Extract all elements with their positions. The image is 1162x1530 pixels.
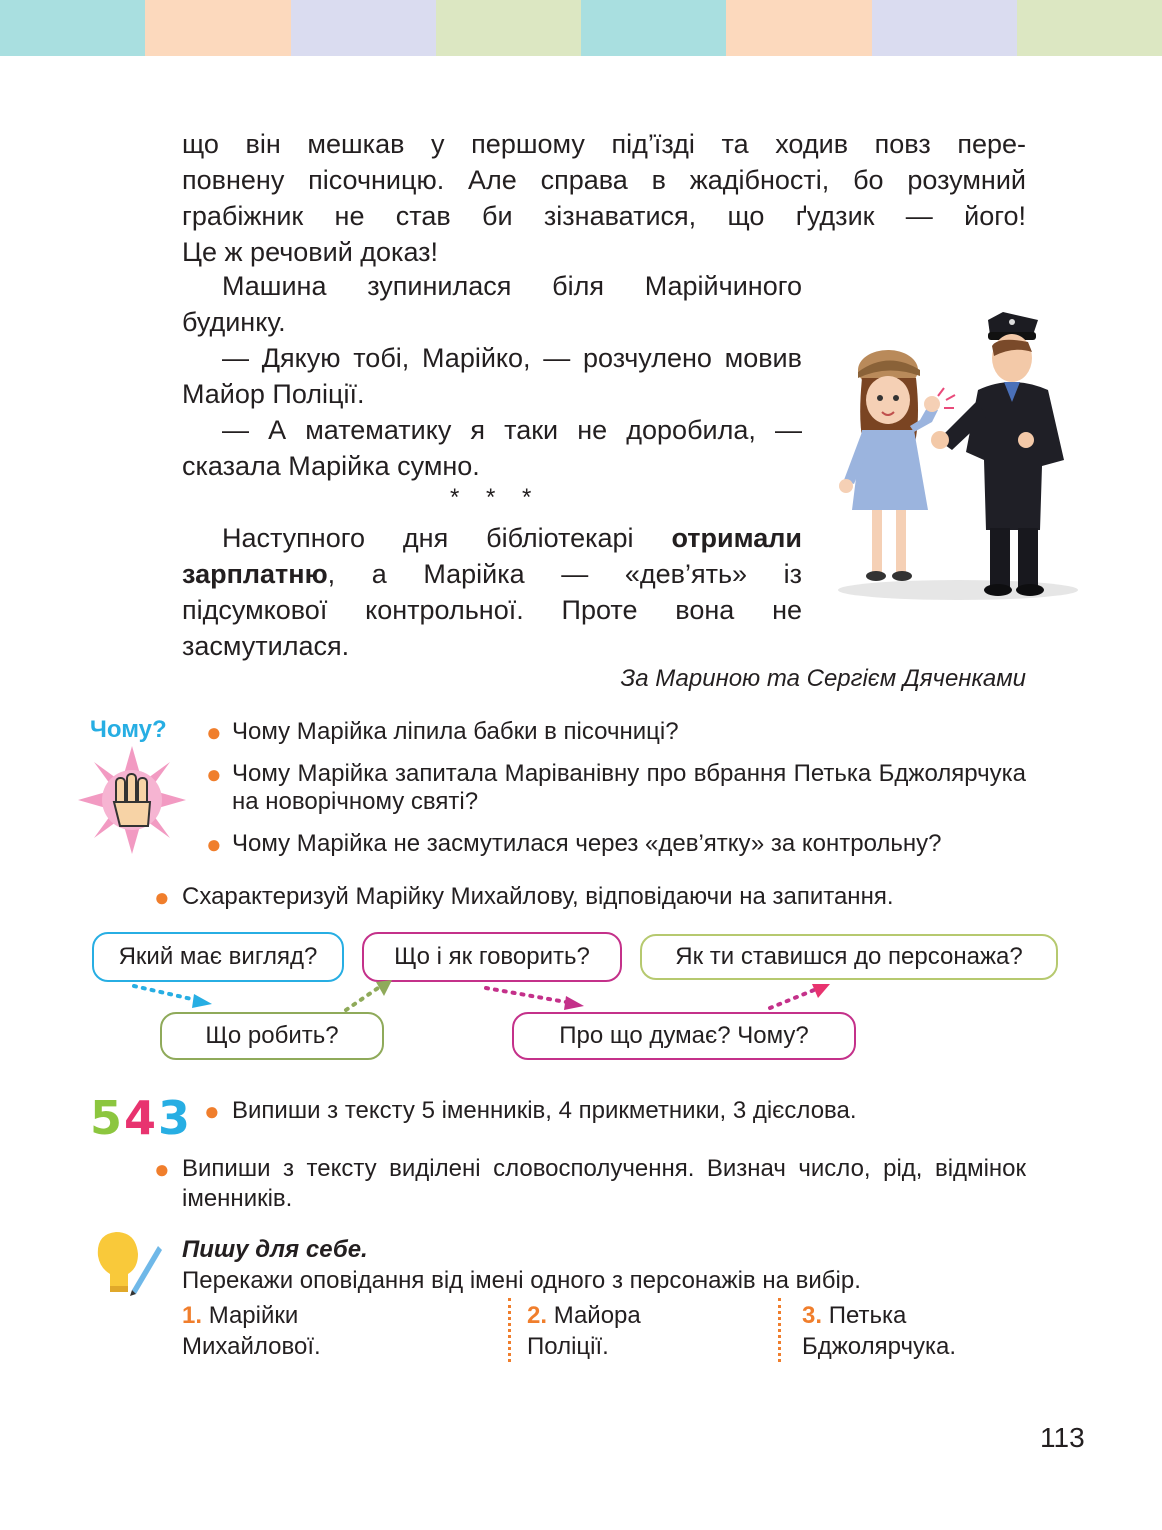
- task-543: [204, 1096, 1022, 1126]
- option-text: Михайлової.: [182, 1333, 321, 1360]
- option-text: Марійки: [208, 1302, 299, 1329]
- page-number: 113: [1040, 1422, 1085, 1453]
- header-color-strip: [0, 0, 1162, 56]
- bubble-actions: Що робить?: [160, 1012, 384, 1060]
- story-paragraph-3: — Дякую тобі, Марійко, — розчулено мовив Майор Поліції.: [182, 343, 802, 409]
- bubble-thoughts: Про що думає? Чому?: [512, 1012, 856, 1060]
- option-2: [527, 1300, 641, 1362]
- question-item: [206, 759, 1026, 816]
- svg-text:3: 3: [158, 1091, 191, 1140]
- bubble-speech: Що і як говорить?: [362, 932, 622, 982]
- arrowhead: [812, 984, 830, 998]
- arrowhead: [192, 994, 212, 1008]
- option-number: 2.: [527, 1302, 548, 1329]
- strip-segment: [145, 0, 290, 56]
- svg-text:4: 4: [124, 1091, 157, 1140]
- story-line: грабіжник не став би зізнаватися, що ґудзик — його!: [182, 201, 1026, 231]
- question-text: Чому Марійка запитала Маріванівну про вбрання Петька Бджолярчука на новорічному святі?: [232, 760, 1026, 815]
- strip-segment: [0, 0, 145, 56]
- arrow-line: [134, 986, 196, 1000]
- svg-text:5: 5: [90, 1091, 123, 1140]
- option-number: 3.: [802, 1302, 823, 1329]
- option-1: [182, 1300, 321, 1362]
- strip-segment: [436, 0, 581, 56]
- question-text: Чому Марійка ліпила бабки в пісочниці?: [232, 718, 679, 745]
- bubble-attitude: Як ти ставишся до персонажа?: [640, 934, 1058, 980]
- story-line: повнену пісочницю. Але справа в жадібності, бо розумний: [182, 165, 1026, 195]
- question-text: Чому Марійка не засмутилася через «дев’ятку» за контрольну?: [232, 830, 942, 857]
- task-text: Схарактеризуй Марійку Михайлову, відповідаючи на запитання.: [182, 883, 894, 910]
- story-paragraph-5: [182, 520, 802, 664]
- question-item: [206, 717, 1032, 747]
- arrowhead: [376, 980, 392, 996]
- option-divider: [778, 1298, 781, 1362]
- question-item: [206, 829, 1032, 859]
- task-text: Випиши з тексту виділені словосполучення. Визнач число, рід, відмінок іменників.: [182, 1155, 1026, 1212]
- numbers-543-icon: [88, 1088, 198, 1140]
- story-author: За Мариною та Сергієм Дяченками: [620, 665, 1026, 692]
- option-text: Майора: [553, 1302, 641, 1329]
- why-label: Чому?: [90, 716, 167, 743]
- story-paragraph-4: — А математику я таки не доробила, — сказала Марійка сумно.: [182, 415, 802, 481]
- task-phrases: [154, 1154, 1026, 1214]
- bullet-icon: ●: [206, 759, 222, 789]
- option-number: 1.: [182, 1302, 203, 1329]
- story-paragraph-1: [182, 126, 1026, 270]
- strip-segment: [872, 0, 1017, 56]
- arrow-line: [770, 990, 814, 1008]
- option-text: Петька: [828, 1302, 907, 1329]
- strip-segment: [726, 0, 871, 56]
- story-paragraph-2: Машина зупинилася біля Марійчиного будинку.: [182, 271, 802, 337]
- write-instruction: Перекажи оповідання від імені одного з персонажів на вибір.: [182, 1267, 861, 1294]
- bubble-appearance: Який має вигляд?: [92, 932, 344, 982]
- bullet-icon: ●: [206, 717, 222, 747]
- option-3: [802, 1300, 956, 1362]
- strip-segment: [581, 0, 726, 56]
- story-line: Це ж речовий доказ!: [182, 237, 439, 267]
- write-title: Пишу для себе.: [182, 1236, 368, 1263]
- bullet-icon: ●: [154, 882, 170, 912]
- lightbulb-pen-icon: [92, 1228, 162, 1296]
- option-text: Бджолярчука.: [802, 1333, 956, 1360]
- story-line: що він мешкав у першому під’їзді та ходив повз пере-: [182, 129, 1026, 159]
- story-text: Наступного дня бібліотекарі: [222, 523, 672, 553]
- story-text: , а Марійка — «дев’ять» із підсумкової контрольної. Проте вона не засмутилася.: [182, 559, 802, 661]
- girl-and-police-officer-illustration: [828, 290, 1084, 610]
- three-fingers-flower-icon: [76, 744, 188, 856]
- section-break-stars: * * *: [450, 484, 542, 511]
- girl-figure: [839, 350, 940, 581]
- option-divider: [508, 1298, 511, 1362]
- strip-segment: [1017, 0, 1162, 56]
- highlighted-phrase: отримали зарплатню: [182, 523, 802, 589]
- police-officer-figure: [931, 312, 1064, 596]
- bullet-icon: ●: [204, 1096, 220, 1126]
- characterize-task: [154, 882, 1022, 912]
- arrow-line: [346, 988, 378, 1010]
- bullet-icon: ●: [206, 829, 222, 859]
- task-text: Випиши з тексту 5 іменників, 4 прикметники, 3 дієслова.: [232, 1097, 857, 1124]
- option-text: Поліції.: [527, 1333, 609, 1360]
- arrowhead: [564, 996, 584, 1010]
- strip-segment: [291, 0, 436, 56]
- arrow-line: [486, 988, 566, 1002]
- bullet-icon: ●: [154, 1154, 170, 1184]
